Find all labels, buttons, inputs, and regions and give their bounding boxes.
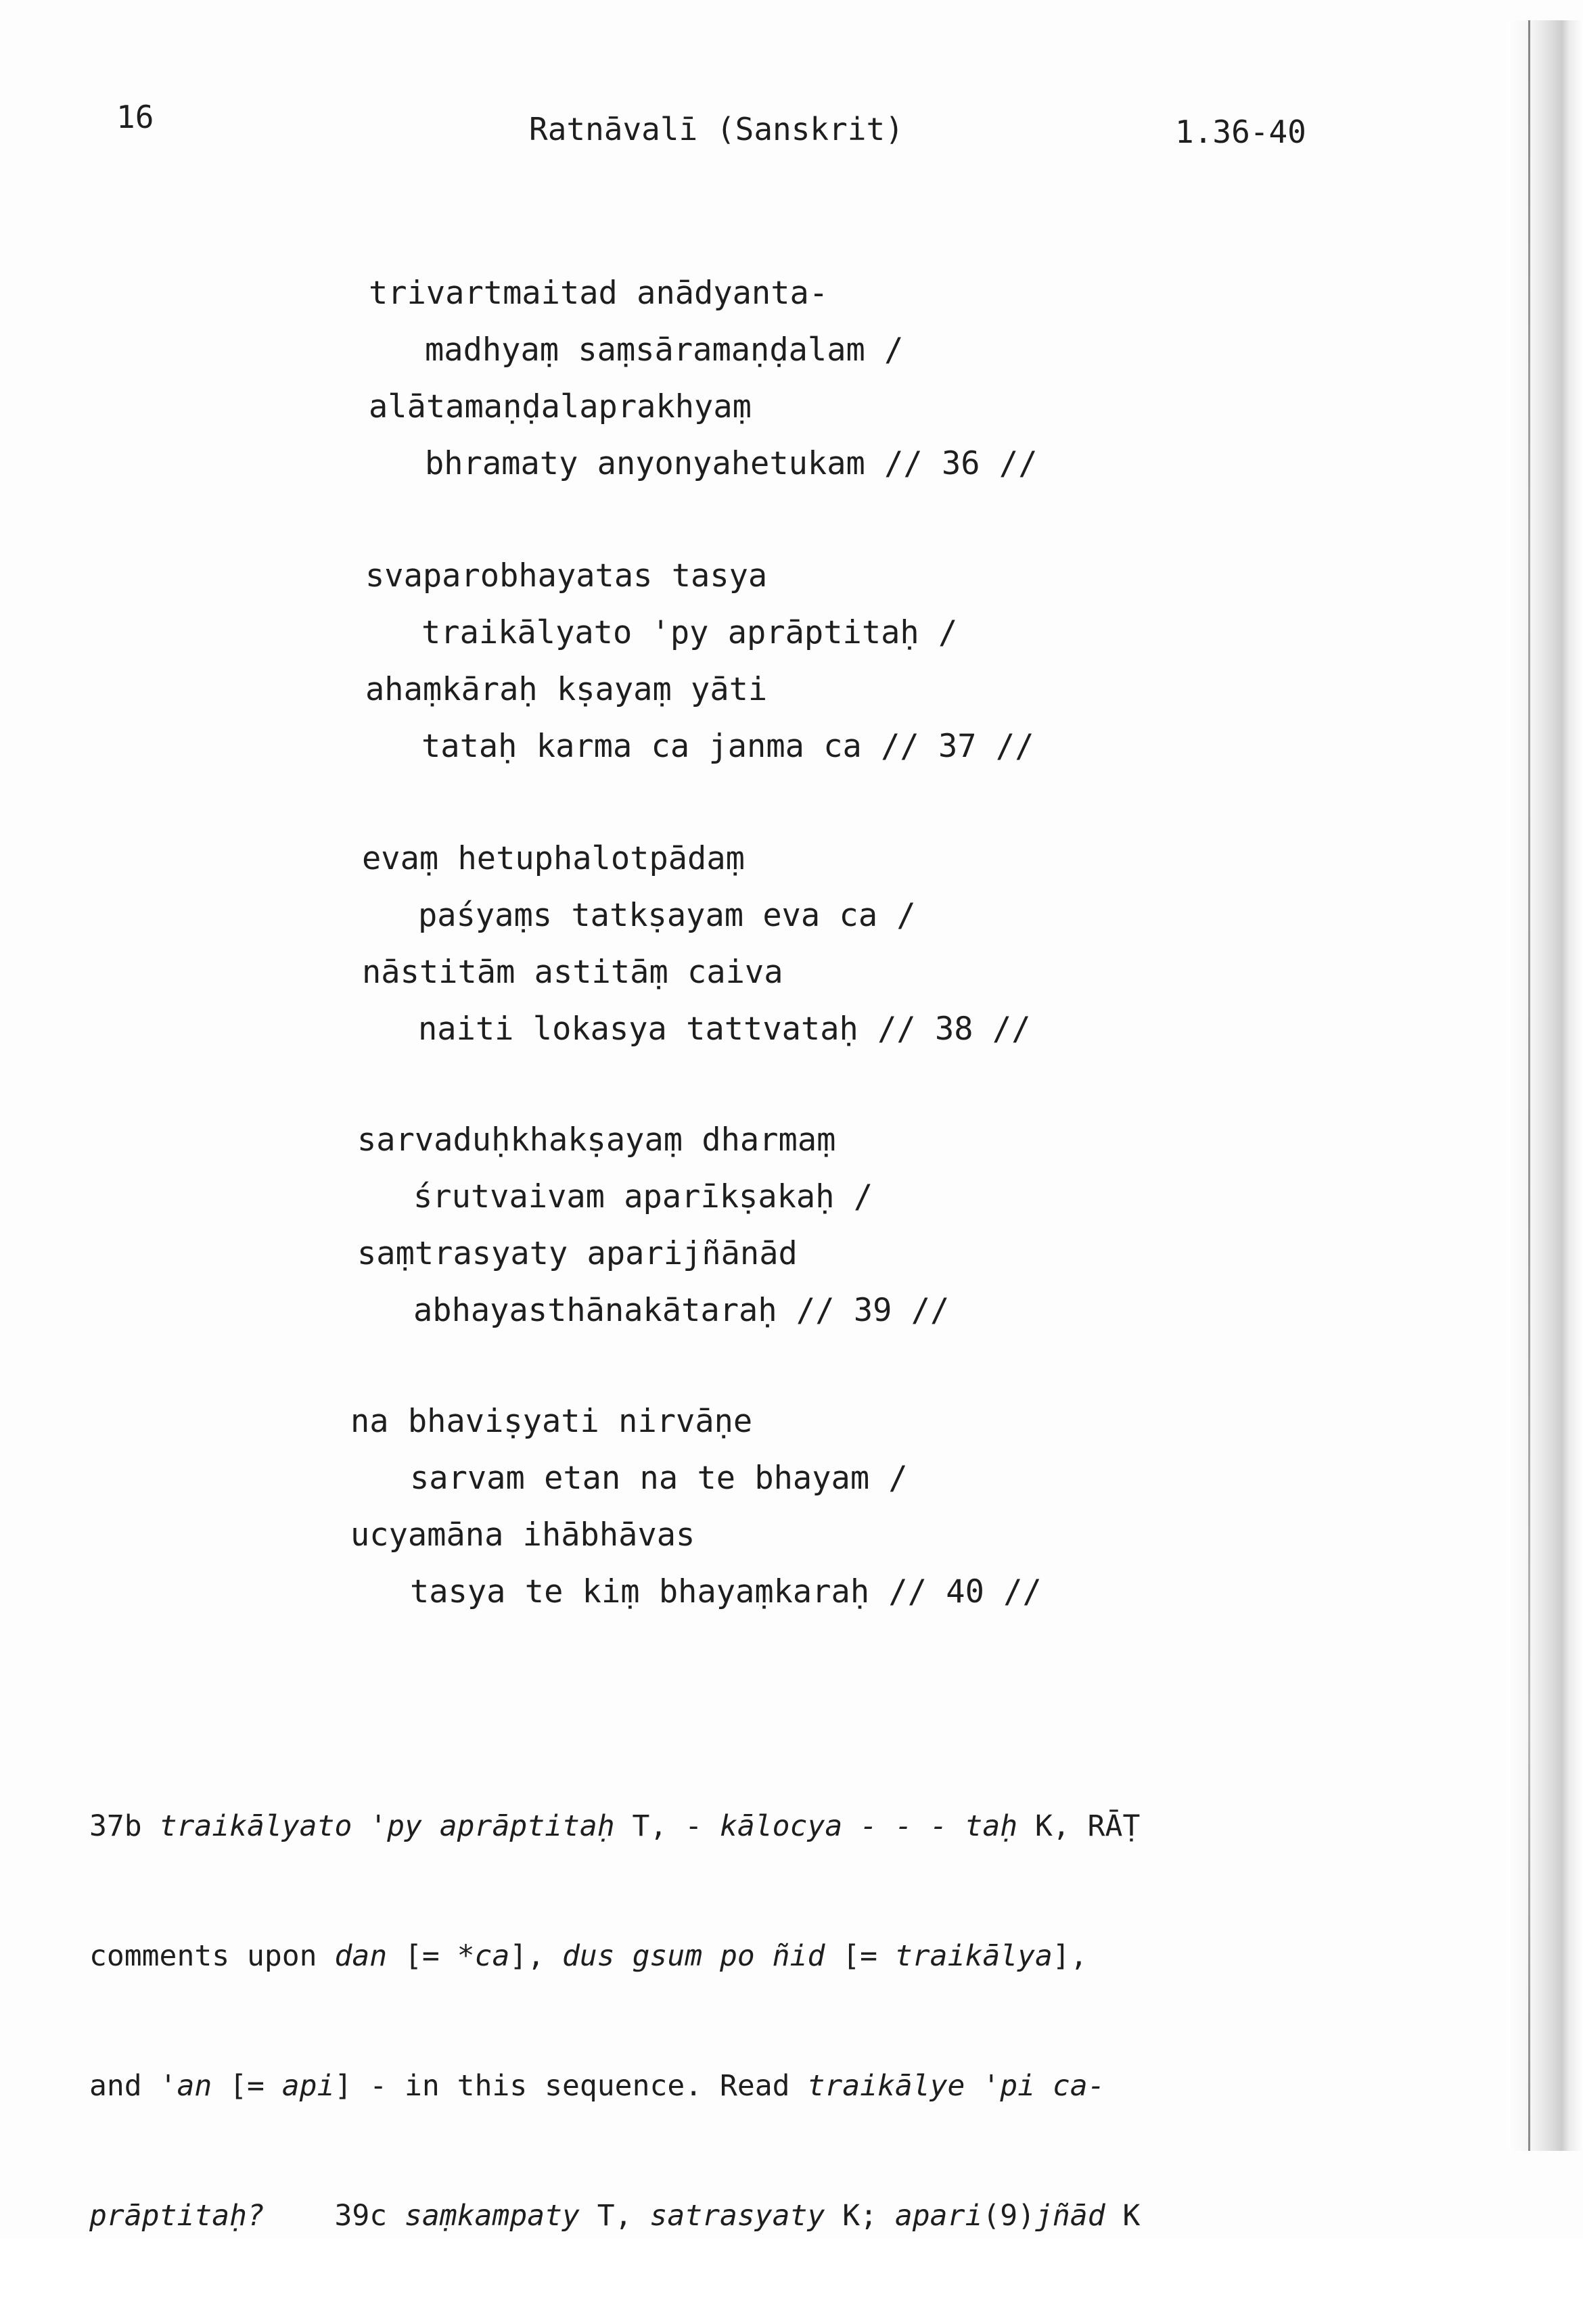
footnote-italic-text: apari bbox=[894, 2199, 983, 2233]
verse-line: madhyaṃ saṃsāramaṇḍalam / bbox=[425, 331, 904, 369]
footnote-italic-text: satrasyaty bbox=[649, 2199, 825, 2233]
verse-line: svaparobhayatas tasya bbox=[365, 557, 768, 595]
verse-line: śrutvaivam aparīkṣakaḥ / bbox=[413, 1178, 873, 1215]
footnote-italic-text: traikālye 'pi ca- bbox=[807, 2069, 1105, 2103]
footnote-line bbox=[89, 1805, 1361, 1848]
verse-line: na bhaviṣyati nirvāṇe bbox=[350, 1403, 753, 1440]
footnote-italic-text: dan bbox=[334, 1939, 388, 1973]
verse-line: traikālyato 'py aprāptitaḥ / bbox=[421, 614, 958, 651]
verse-line: alātamaṇḍalaprakhyaṃ bbox=[369, 388, 752, 425]
footnote-text: (9) bbox=[982, 2199, 1036, 2233]
footnote-text: ], bbox=[1052, 1939, 1088, 1973]
footnote-italic-text: api bbox=[281, 2069, 335, 2103]
verse-line: tataḥ karma ca janma ca // 37 // bbox=[421, 728, 1034, 765]
footnote-text: comments upon bbox=[89, 1939, 335, 1973]
footnote-text: and bbox=[89, 2069, 160, 2103]
verse-line: nāstitām astitāṃ caiva bbox=[362, 954, 783, 991]
footnote-text: [= bbox=[387, 1939, 457, 1973]
page-number: 16 bbox=[116, 99, 154, 135]
footnote-italic-text: jñād bbox=[1035, 2199, 1105, 2233]
footnote-italic-text: saṃkampaty bbox=[405, 2199, 580, 2233]
verse-line: sarvaduḥkhakṣayaṃ dharmaṃ bbox=[357, 1121, 836, 1159]
verse-line: abhayasthānakātaraḥ // 39 // bbox=[413, 1292, 950, 1329]
footnote-italic-text: prāptitaḥ? bbox=[89, 2199, 265, 2233]
footnote-text: K; bbox=[825, 2199, 895, 2233]
footnote-italic-text: 'an bbox=[159, 2069, 212, 2103]
footnote-line bbox=[89, 1934, 1361, 1978]
running-title: Ratnāvalī (Sanskrit) bbox=[529, 111, 904, 147]
verse-line: trivartmaitad anādyanta- bbox=[369, 275, 829, 312]
verse-line: bhramaty anyonyahetukam // 36 // bbox=[425, 445, 1038, 482]
footnote-text: ], bbox=[509, 1939, 563, 1973]
verse-line: naiti lokasya tattvataḥ // 38 // bbox=[418, 1010, 1031, 1048]
critical-apparatus-footnote bbox=[89, 1718, 1361, 2324]
footnote-text: [= bbox=[212, 2069, 282, 2103]
verse-line: ucyamāna ihābhāvas bbox=[350, 1516, 695, 1554]
verse-line: saṃtrasyaty aparijñānād bbox=[357, 1235, 798, 1272]
footnote-text: [= bbox=[825, 1939, 895, 1973]
footnote-line bbox=[89, 2064, 1361, 2108]
verse-line: paśyaṃs tatkṣayam eva ca / bbox=[418, 897, 916, 934]
footnote-italic-text: dus gsum po ñid bbox=[562, 1939, 825, 1973]
verse-line: ahaṃkāraḥ kṣayaṃ yāti bbox=[365, 671, 768, 708]
footnote-text: 39c bbox=[264, 2199, 405, 2233]
verse-line: sarvam etan na te bhayam / bbox=[410, 1460, 908, 1497]
footnote-text: ] - in this sequence. Read bbox=[334, 2069, 808, 2103]
footnote-italic-text: traikālyato 'py aprāptitaḥ bbox=[159, 1809, 615, 1843]
verse-line: evaṃ hetuphalotpādaṃ bbox=[362, 840, 745, 877]
footnote-italic-text: kālocya - - - taḥ bbox=[720, 1809, 1018, 1843]
footnote-italic-text: traikālya bbox=[894, 1939, 1053, 1973]
footnote-italic-text: *ca bbox=[457, 1939, 510, 1973]
footnote-text: K bbox=[1105, 2199, 1141, 2233]
footnote-text: T, bbox=[579, 2199, 650, 2233]
footnote-text: K, RĀṬ bbox=[1017, 1809, 1141, 1843]
footnote-text: 37b bbox=[89, 1809, 160, 1843]
footnote-line bbox=[89, 2194, 1361, 2237]
footnote-text: T, - bbox=[614, 1809, 720, 1843]
verse-range: 1.36-40 bbox=[1175, 114, 1306, 150]
verse-line: tasya te kiṃ bhayaṃkaraḥ // 40 // bbox=[410, 1573, 1042, 1610]
